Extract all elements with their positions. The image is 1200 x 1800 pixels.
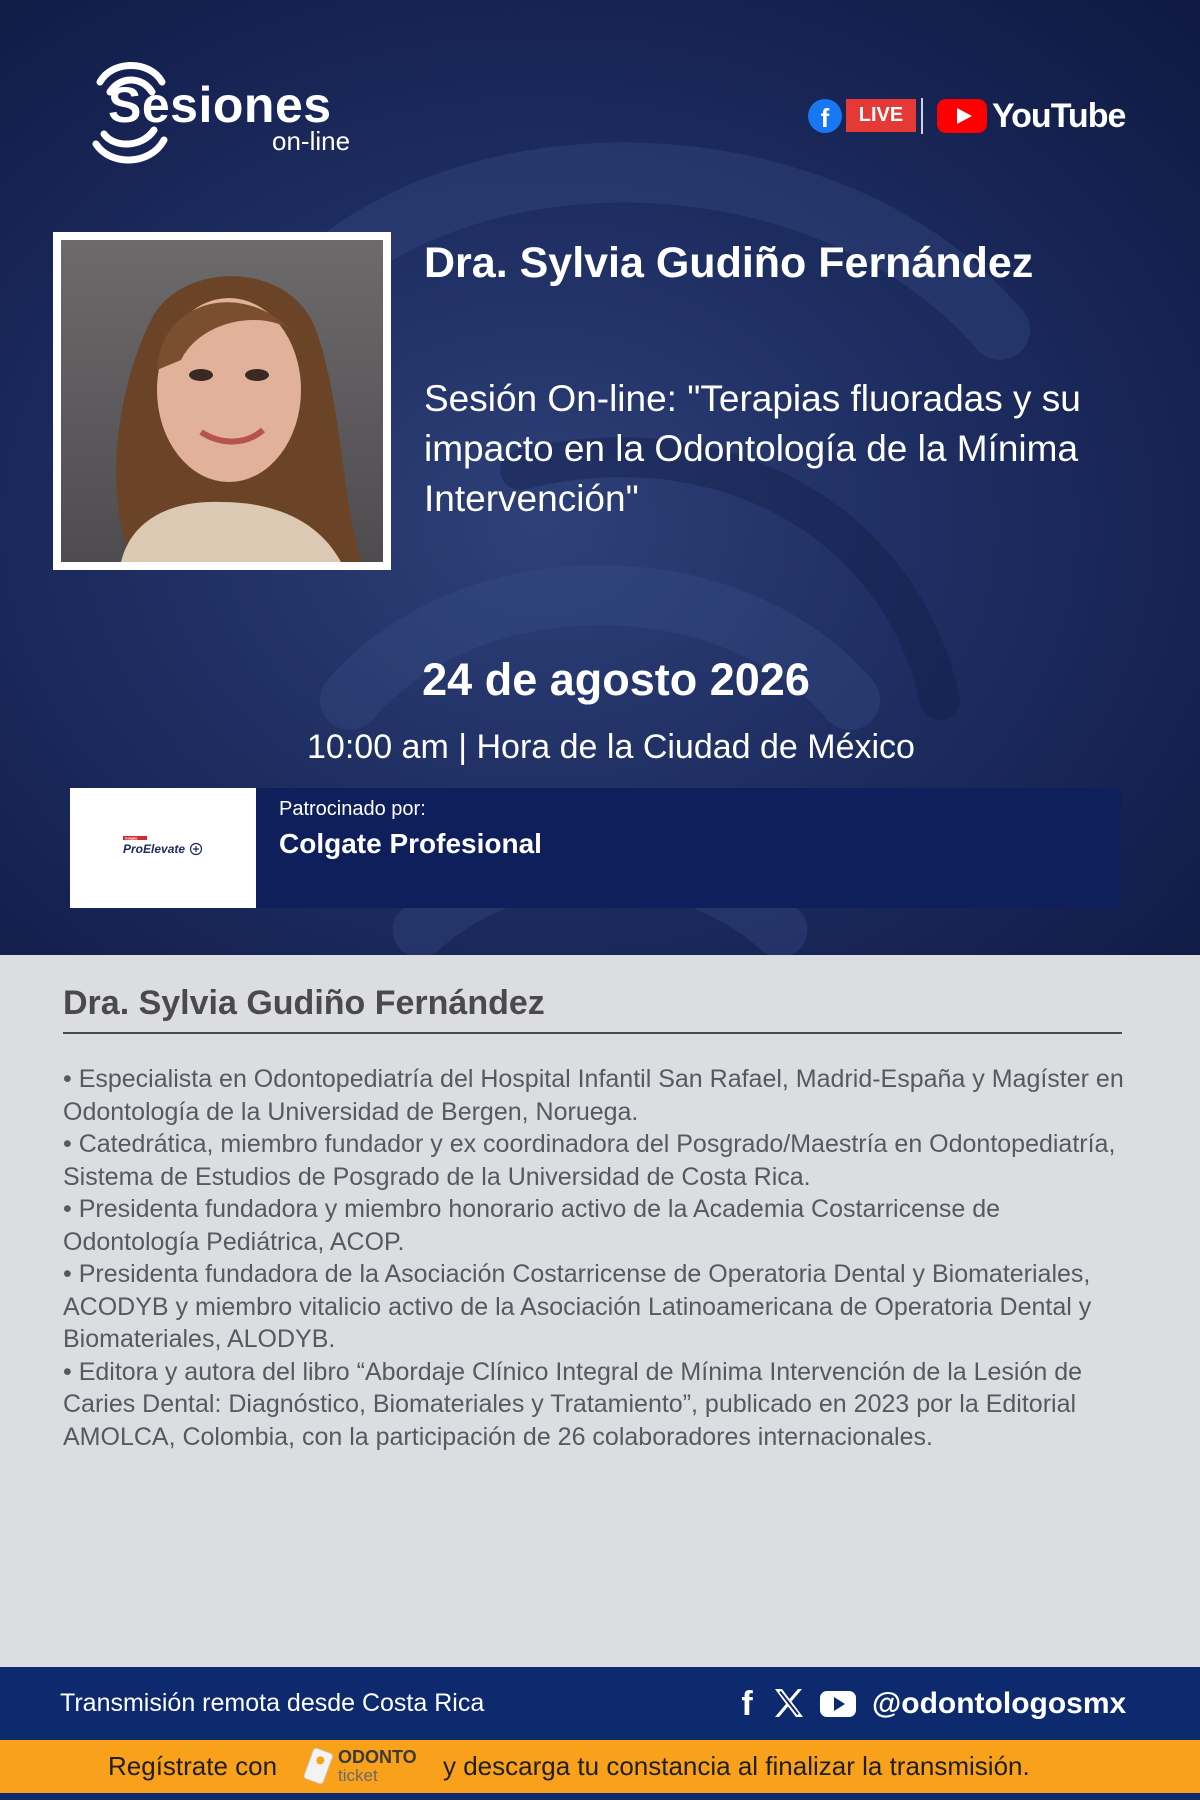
divider bbox=[921, 98, 923, 134]
register-prefix: Regístrate con bbox=[108, 1751, 278, 1781]
bio-item: • Editora y autora del libro “Abordaje Clínico Integral de Mínima Intervención de la Lesión de Caries Dental: Diagnóstico, Biomateriales y Tratamiento”, publicado en 2023 por la Editorial AMOLCA, Colombia, con la participación de 26 colaboradores internacionales. bbox=[63, 1357, 1083, 1451]
odonto-subtitle[interactable]: ticket bbox=[338, 1766, 378, 1785]
facebook-icon[interactable]: f bbox=[808, 99, 842, 133]
bio-item: • Especialista en Odontopediatría del Hospital Infantil San Rafael, Madrid-España y Magíster en Odontología de la Universidad de Bergen, Noruega. bbox=[63, 1065, 1124, 1126]
register-banner bbox=[0, 1740, 1200, 1793]
logo-wordmark: Sesiones bbox=[108, 77, 332, 133]
facebook-icon[interactable]: f bbox=[741, 1685, 753, 1723]
bio-item: • Presidenta fundadora de la Asociación Costarricense de Operatoria Dental y Biomateriales, ACODYB y miembro vitalicio activo de la Asociación Latinoamericana de Operatoria Dental y Biomateriales, ALODYB. bbox=[63, 1260, 1092, 1353]
youtube-icon[interactable] bbox=[937, 99, 987, 133]
bio-list bbox=[63, 1063, 1143, 1453]
bio-section bbox=[0, 955, 1200, 1667]
session-title: Sesión On-line: "Terapias fluoradas y su impacto en la Odontología de la Mínima Intervención" bbox=[424, 378, 1081, 519]
event-date: 24 de agosto 2026 bbox=[422, 654, 810, 705]
social-handle[interactable]: @odontologosmx bbox=[872, 1687, 1127, 1720]
footer-bar bbox=[0, 1667, 1200, 1740]
sponsor-name: Colgate Profesional bbox=[279, 828, 542, 859]
speaker-name: Dra. Sylvia Gudiño Fernández bbox=[424, 239, 1034, 287]
youtube-icon[interactable] bbox=[820, 1691, 856, 1717]
speaker-photo bbox=[61, 240, 383, 562]
youtube-wordmark[interactable]: YouTube bbox=[992, 97, 1126, 135]
proelevate-logo bbox=[123, 836, 203, 858]
bottom-strip bbox=[0, 1793, 1200, 1800]
svg-text:Colgate: Colgate bbox=[125, 836, 138, 841]
sponsor-logo-box bbox=[70, 788, 256, 908]
svg-text:ProElevate: ProElevate bbox=[123, 842, 186, 856]
sponsor-banner bbox=[70, 788, 1121, 908]
platform-badges bbox=[808, 96, 1126, 136]
bio-title: Dra. Sylvia Gudiño Fernández bbox=[63, 984, 545, 1022]
speaker-photo-frame bbox=[53, 232, 391, 570]
event-time: 10:00 am | Hora de la Ciudad de México bbox=[307, 728, 915, 766]
register-suffix: y descarga tu constancia al finalizar la transmisión. bbox=[443, 1751, 1030, 1781]
odonto-wordmark[interactable]: ODONTO bbox=[338, 1747, 417, 1767]
bio-item: • Catedrática, miembro fundador y ex coordinadora del Posgrado/Maestría en Odontopediatría, Sistema de Estudios de Posgrado de la Universidad de Costa Rica. bbox=[63, 1130, 1116, 1191]
sponsor-caption: Patrocinado por: bbox=[279, 798, 426, 820]
bio-item: • Presidenta fundadora y miembro honorario activo de la Academia Costarricense de Odontología Pediátrica, ACOP. bbox=[63, 1195, 1001, 1256]
bio-divider bbox=[63, 1032, 1122, 1034]
logo-subtitle: on-line bbox=[272, 126, 351, 156]
x-icon[interactable] bbox=[772, 1686, 806, 1720]
live-badge[interactable]: LIVE bbox=[846, 99, 916, 132]
transmission-note: Transmisión remota desde Costa Rica bbox=[60, 1689, 485, 1717]
